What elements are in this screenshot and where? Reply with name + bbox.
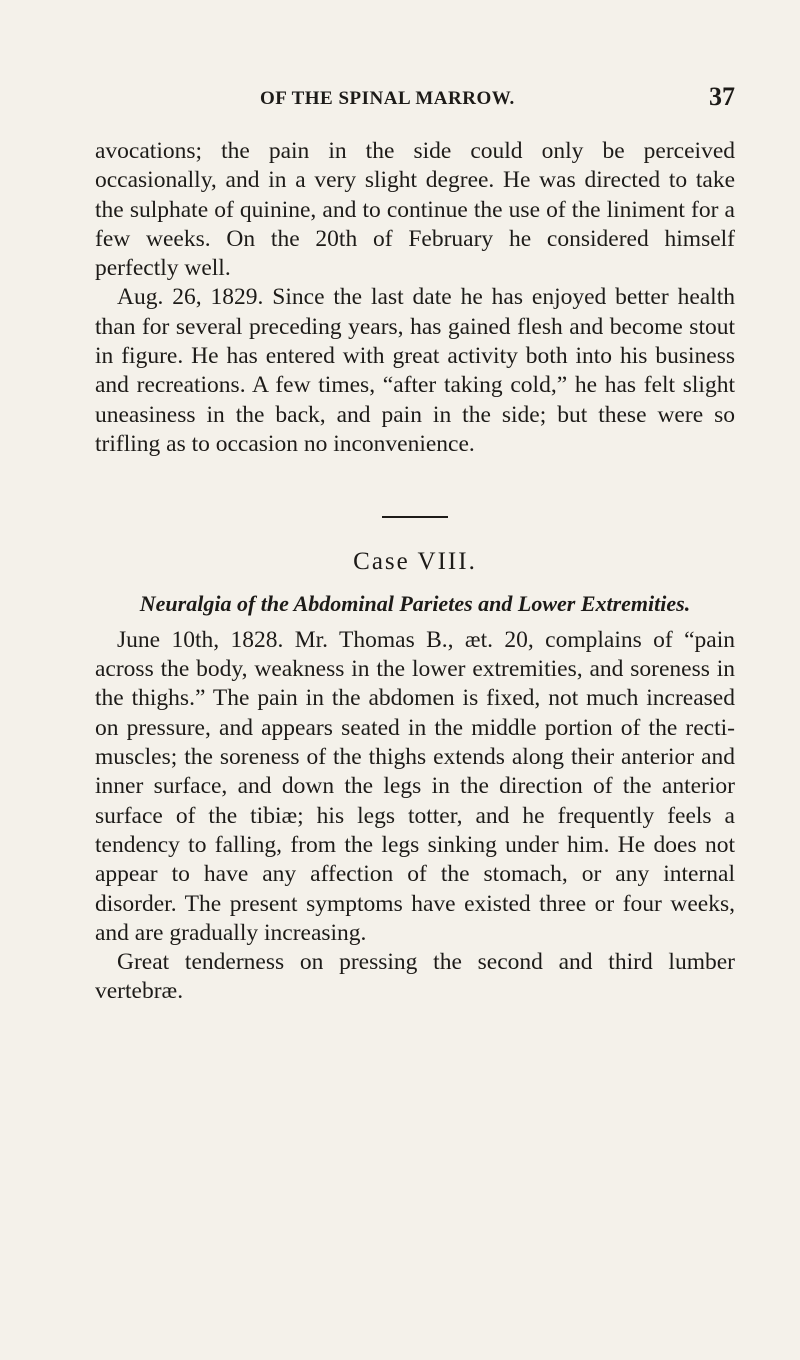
case-heading: Case VIII. xyxy=(353,548,477,576)
paragraph-aug-26: Aug. 26, 1829. Since the last date he has enjoyed better health than for several preceding years, has gained flesh and become stout in figure. He has entered with great activity both into his business and recreations. A few times, “after taking cold,” he has felt slight uneasiness in the back, and pain in the side; but these were so trifling as to occasion no inconvenience. xyxy=(95,284,735,457)
paragraph-june-10: June 10th, 1828. Mr. Thomas B., æt. 20, complains of “pain across the body, weakness in the lower extremities, and soreness in the thighs.” The pain in the abdomen is fixed, not much increased on pressure, and appears seated in the middle portion of the recti-muscles; the soreness of the thighs extends along their anterior and inner surface, and down the legs in the direction of the anterior surface of the tibiæ; his legs totter, and he frequently feels a tendency to falling, from the legs sinking under him. He does not appear to have any affection of the stomach, or any internal disorder. The present symptoms have existed three or four weeks, and are gradually increasing. xyxy=(95,626,735,946)
case-subtitle: Neuralgia of the Abdominal Parietes and Lower Extremities. xyxy=(139,590,691,616)
body-text xyxy=(95,137,735,1007)
paragraph-tenderness: Great tenderness on pressing the second and third lumber vertebræ. xyxy=(95,949,735,1005)
section-divider xyxy=(382,516,448,518)
paragraph-continuation: avocations; the pain in the side could only be perceived occasionally, and in a very slight degree. He was directed to take the sulphate of quinine, and to continue the use of the liniment for a few weeks. On the 20th of February he considered himself perfectly well. xyxy=(95,138,735,282)
running-title: OF THE SPINAL MARROW. xyxy=(260,88,515,109)
running-head xyxy=(95,82,735,118)
page-number: 37 xyxy=(709,82,735,111)
